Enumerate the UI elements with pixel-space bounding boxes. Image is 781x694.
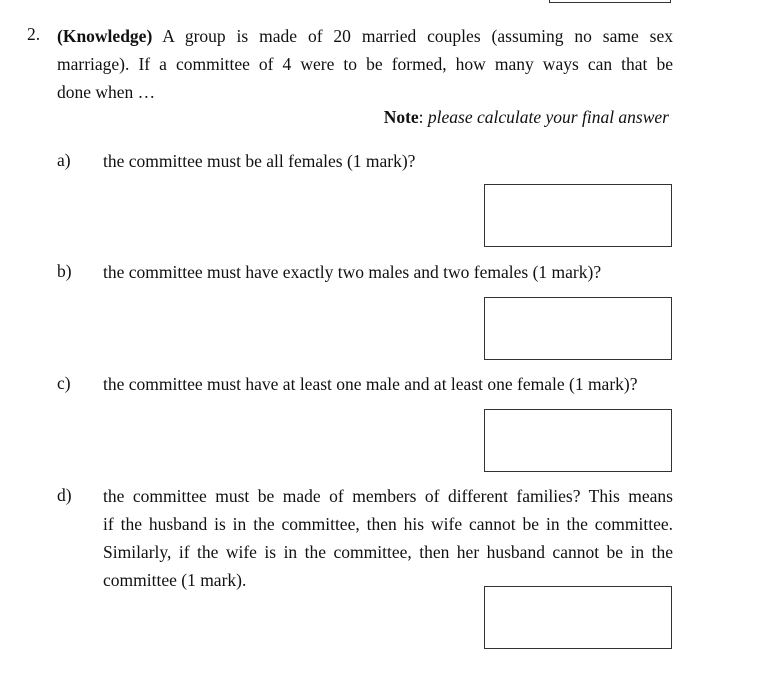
part-a-line-1: the committee must be all females (1 mark)? xyxy=(103,151,416,171)
part-d-line-1: the committee must be made of members of different families? This means xyxy=(103,486,673,506)
question-tag: (Knowledge) xyxy=(57,26,153,46)
previous-answer-box[interactable] xyxy=(549,0,671,3)
question-number: 2. xyxy=(27,24,41,44)
question-stem-line-3: done when … xyxy=(57,82,156,102)
part-a-answer-box[interactable] xyxy=(484,184,672,247)
part-b-answer-box[interactable] xyxy=(484,297,672,360)
part-d-line-2: if the husband is in the committee, then his wife cannot be in the committee. xyxy=(103,514,673,534)
question-stem-line-1 xyxy=(57,22,673,50)
part-b-text xyxy=(103,258,673,286)
note-text: please calculate your final answer xyxy=(427,107,669,127)
part-c-text xyxy=(103,370,673,398)
part-b-line-1: the committee must have exactly two males and two females (1 mark)? xyxy=(103,262,602,282)
part-c-answer-box[interactable] xyxy=(484,409,672,472)
part-b-label: b) xyxy=(57,261,72,281)
part-d-line-4: committee (1 mark). xyxy=(103,570,247,590)
note-label: Note xyxy=(383,107,419,127)
part-a-label: a) xyxy=(57,150,71,170)
part-a-text xyxy=(103,147,673,175)
part-d-label: d) xyxy=(57,485,72,505)
question-stem xyxy=(57,22,673,106)
part-c-line-1: the committee must have at least one male and at least one female (1 mark)? xyxy=(103,374,638,394)
part-d-answer-box[interactable] xyxy=(484,586,672,649)
question-stem-line-2: marriage). If a committee of 4 were to be formed, how many ways can that be xyxy=(57,54,673,74)
question-stem-line-1-text: A group is made of 20 married couples (assuming no same sex xyxy=(162,26,673,46)
note: Note: please calculate your final answer xyxy=(383,107,669,127)
part-c-label: c) xyxy=(57,373,71,393)
part-d-line-3: Similarly, if the wife is in the committee, then her husband cannot be in the xyxy=(103,542,673,562)
part-d-text xyxy=(103,482,673,594)
